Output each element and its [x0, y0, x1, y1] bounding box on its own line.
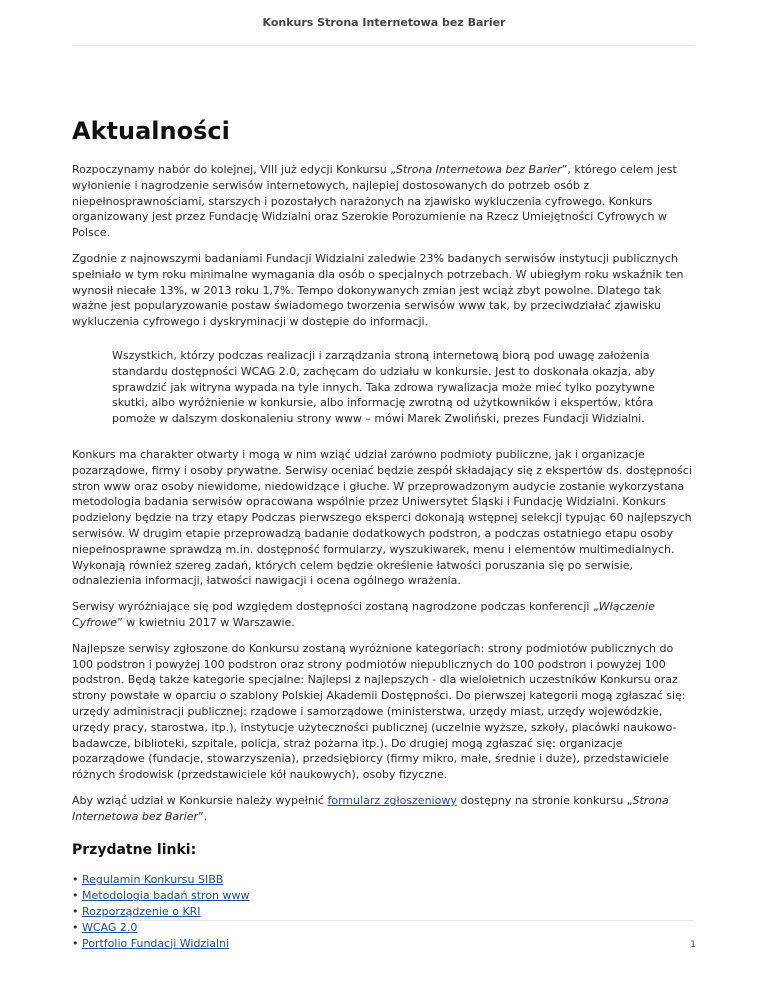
categories-paragraph: Najlepsze serwisy zgłoszone do Konkursu zostaną wyróżnione kategoriach: strony podmiotów publicznych do 100 podstron i powyżej 100 podstron oraz strony podmiotów niepublicznych do 100 podstron i powyżej 100 podstron. Będą także kategorie specjalne: Najlepsi z najlepszych - dla wieloletnich uczestników Konkursu oraz strony powstałe w oparciu o szablony Polskiej Akademii Dostępności. Do pierwszej kategorii mogą zgłaszać się: urzędy administracji publicznej: rządowe i samorządowe (ministerstwa, urzędy miast, urzędy wojewódzkie, urzędy pracy, starostwa, itp.), instytucje użyteczności publicznej (uczelnie wyższe, szkoły, placówki naukowo-badawcze, biblioteki, szpitale, policja, straż pożarna itp.). Do drugiej mogą zgłaszać się: organizacje pozarządowe (fundacje, stowarzyszenia), przedsiębiorcy (firmy mikro, małe, średnie i duże), przedstawiciele różnych środowisk (przedstawiciele kół naukowych), osoby fizyczne. [72, 641, 686, 782]
page-number: 1 [690, 940, 696, 950]
bullet-icon: • [72, 920, 79, 934]
signup-text-middle: dostępny na stronie konkursu „ [456, 793, 633, 807]
signup-paragraph [72, 793, 694, 825]
quote-text: Wszystkich, którzy podczas realizacji i zarządzania stroną internetową biorą pod uwagę założenia standardu dostępności WCAG 2.0, zachęcam do udziału w konkursie. Jest to doskonała okazja, aby sprawdzić jak witryna wypada na tyle innych. Taka zdrowa rywalizacja może mieć tylko pozytywne skutki, albo wyróżnienie w konkursie, albo informację zwrotną od użytkowników i ekspertów, która pomoże w dalszym doskonaleniu strony www – mówi Marek Zwoliński, prezes Fundacji Widzialni. [112, 348, 655, 426]
awards-text-end: ” w kwietniu 2017 w Warszawie. [117, 615, 295, 629]
running-header: Konkurs Strona Internetowa bez Barier [262, 16, 506, 29]
list-item [72, 904, 694, 920]
bullet-icon: • [72, 905, 79, 919]
intro-text-end: ”, którego celem jest wyłonienie i nagrodzenie serwisów internetowych, najlepiej dostosowanych do potrzeb osób z niepełnosprawnościami, starszych i pozostałych narażonych na zjawisko wykluczenia cyfrowego. Konkurs organizowany jest przez Fundację Widzialni oraz Szerokie Porozumienie na Rzecz Umiejętności Cyfrowych w Polsce. [72, 163, 677, 240]
list-item [72, 936, 694, 952]
intro-paragraph [72, 162, 694, 241]
bullet-icon: • [72, 889, 79, 903]
conference-name: Włączenie Cyfrowe [72, 600, 655, 629]
footer-divider [72, 920, 694, 921]
awards-paragraph [72, 599, 694, 631]
contest-name: Strona Internetowa bez Barier [395, 163, 562, 176]
list-item [72, 872, 694, 888]
quote-block [112, 348, 684, 427]
signup-text-end: ”. [198, 809, 208, 823]
awards-text-start: Serwisy wyróżniające się pod względem dostępności zostaną nagrodzone podczas konferencji „ [72, 600, 599, 614]
signup-text-start: Aby wziąć udział w Konkursie należy wypełnić [72, 793, 328, 807]
list-item [72, 888, 694, 904]
link-wcag[interactable]: WCAG 2.0 [82, 920, 138, 934]
bullet-icon: • [72, 873, 79, 887]
registration-form-link[interactable]: formularz zgłoszeniowy [327, 793, 457, 807]
article [72, 116, 694, 951]
bullet-icon: • [72, 936, 79, 950]
contest-name-2: Strona Internetowa bez Barier [72, 793, 669, 823]
research-paragraph: Zgodnie z najnowszymi badaniami Fundacji Widzialni zaledwie 23% badanych serwisów instytucji publicznych spełniało w tym roku minimalne wymagania dla osób o specjalnych potrzebach. W ubiegłym roku wskaźnik ten wynosił niecałe 13%, w 2013 roku 1,7%. Tempo dokonywanych zmian jest wciąż zbyt powolne. Dlatego tak ważne jest popularyzowanie postaw świadomego tworzenia serwisów www tak, by przeciwdziałać zjawisku wykluczenia cyfrowego i dyskryminacji w dostępie do informacji. [72, 251, 684, 329]
link-rozporzadzenie[interactable]: Rozporządzenie o KRI [82, 905, 201, 919]
intro-text-start: Rozpoczynamy nabór do kolejnej, VIII już edycji Konkursu „ [72, 163, 396, 176]
list-item [72, 920, 694, 936]
page-title: Aktualności [72, 117, 230, 145]
links-heading: Przydatne linki: [72, 842, 197, 859]
link-portfolio[interactable]: Portfolio Fundacji Widzialni [82, 936, 230, 950]
links-list [72, 872, 694, 951]
header-divider [72, 45, 694, 46]
rules-paragraph: Konkurs ma charakter otwarty i mogą w nim wziąć udział zarówno podmioty publiczne, jak i organizacje pozarządowe, firmy i osoby prywatne. Serwisy oceniać będzie zespół składający się z ekspertów ds. dostępności stron www oraz osoby niewidome, niedowidzące i głuche. W przeprowadzonym audycie zostanie wykorzystana metodologia badania serwisów opracowana wspólnie przez Uniwersytet Śląski i Fundację Widzialni. Konkurs podzielony będzie na trzy etapy Podczas pierwszego eksperci dokonają wstępnej selekcji typując 60 najlepszych serwisów. W drugim etapie przeprowadzą badanie dodatkowych podstron, a podczas ostatniego etapu osoby niepełnosprawne sprawdzą m.in. dostępność formularzy, wyszukiwarek, menu i elementów multimedialnych. Wykonają również szereg zadań, których celem będzie określenie łatwości poruszania się po serwisie, odnalezienia informacji, łatwości nawigacji i ocena ogólnego wrażenia. [72, 447, 692, 588]
link-regulamin[interactable]: Regulamin Konkursu SIBB [82, 873, 224, 887]
link-metodologia[interactable]: Metodologia badań stron www [82, 889, 250, 903]
